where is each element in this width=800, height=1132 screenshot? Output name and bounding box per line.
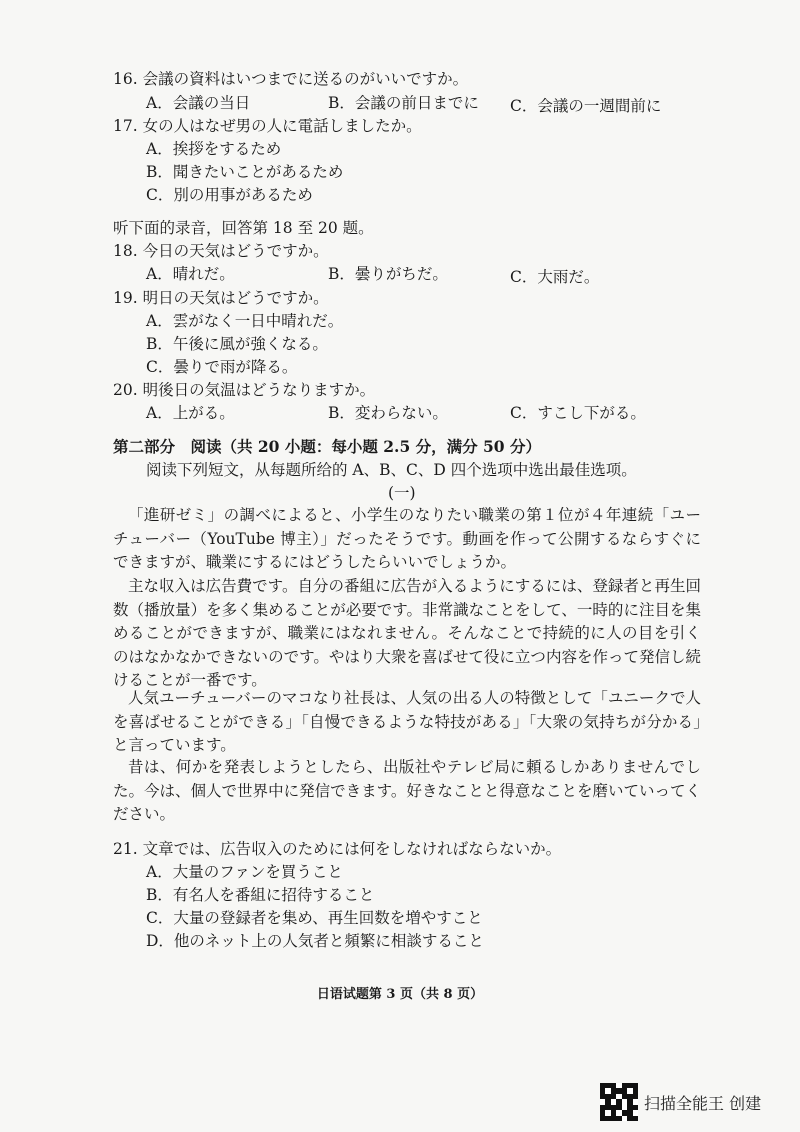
- listening-instruction: 听下面的录音，回答第 18 至 20 题。: [113, 219, 374, 237]
- question-16-stem: 16. 会議の資料はいつまでに送るのがいいですか。: [113, 70, 469, 88]
- question-17-stem: 17. 女の人はなぜ男の人に電話しましたか。: [113, 117, 422, 135]
- question-19-option-c: C．曇りで雨が降る。: [146, 358, 298, 376]
- question-21-option-c: C．大量の登録者を集め、再生回数を増やすこと: [146, 909, 483, 927]
- question-19-option-b: B．午後に風が強くなる。: [146, 335, 328, 353]
- question-16-option-a: A．会議の当日: [146, 94, 251, 112]
- question-21-option-d: D．他のネット上の人気者と頻繁に相談すること: [146, 932, 484, 950]
- question-21-option-a: A．大量のファンを買うこと: [146, 863, 343, 881]
- page-footer: 日语试题第 3 页（共 8 页）: [316, 987, 484, 1002]
- question-19-option-a: A．雲がなく一日中晴れだ。: [146, 312, 344, 330]
- question-21-stem: 21. 文章では、広告収入のためには何をしなければならないか。: [113, 840, 562, 858]
- passage-paragraph-2: 主な収入は広告費です。自分の番組に広告が入るようにするには、登録者と再生回数（播放量）を多く集めることが必要です。非常識なことをして、一時的に注目を集めることができますが、職業にはなれません。そんなことで持続的に人の目を引くのはなかなかできないのです。やはり大衆を喜ばせて役に立つ内容を作って発信し続けることが一番です。: [113, 577, 701, 689]
- question-17-option-b: B．聞きたいことがあるため: [146, 163, 344, 181]
- question-21-option-b: B．有名人を番組に招待すること: [146, 886, 375, 904]
- question-20-stem: 20. 明後日の気温はどうなりますか。: [113, 381, 376, 399]
- question-20-option-a: A．上がる。: [146, 404, 235, 422]
- question-17-option-c: C．別の用事があるため: [146, 186, 313, 204]
- question-18-option-b: B．曇りがちだ。: [328, 265, 448, 283]
- scanner-watermark: [600, 1083, 761, 1121]
- question-16-option-b: B．会議の前日までに: [328, 94, 479, 112]
- question-20-option-c: C．すこし下がる。: [510, 404, 646, 422]
- question-16-option-c: C．会議の一週間前に: [510, 97, 662, 115]
- passage-paragraph-1: 「進研ゼミ」の調べによると、小学生のなりたい職業の第１位が４年連続「ユーチューバー（YouTube 博主）」だったそうです。動画を作って公開するならすぐにできますが、職業にするにはどうしたらいいでしょうか。: [113, 506, 701, 571]
- passage-number: (一): [388, 484, 416, 502]
- question-18-option-c: C．大雨だ。: [510, 268, 600, 286]
- question-17-option-a: A．挨拶をするため: [146, 140, 282, 158]
- question-18-stem: 18. 今日の天気はどうですか。: [113, 242, 329, 260]
- part-2-title: 第二部分 阅读（共 20 小题：每小题 2.5 分，满分 50 分）: [113, 437, 541, 456]
- passage-paragraph-4: 昔は、何かを発表しようとしたら、出版社やテレビ局に頼るしかありませんでした。今は、個人で世界中に発信できます。好きなことと得意なことを磨いていってください。: [113, 758, 701, 823]
- question-18-option-a: A．晴れだ。: [146, 265, 235, 283]
- passage-paragraph-3: 人気ユーチューバーのマコなり社長は、人気の出る人の特徴として「ユニークで人を喜ばせることができる」「自慢できるような特技がある」「大衆の気持ちが分かる」と言っています。: [113, 689, 701, 754]
- question-20-option-b: B．変わらない。: [328, 404, 448, 422]
- watermark-text: 扫描全能王 创建: [644, 1093, 762, 1113]
- question-19-stem: 19. 明日の天気はどうですか。: [113, 289, 329, 307]
- qr-code-icon: [600, 1083, 638, 1121]
- part-2-instruction: 阅读下列短文，从每题所给的 A、B、C、D 四个选项中选出最佳选项。: [146, 461, 637, 479]
